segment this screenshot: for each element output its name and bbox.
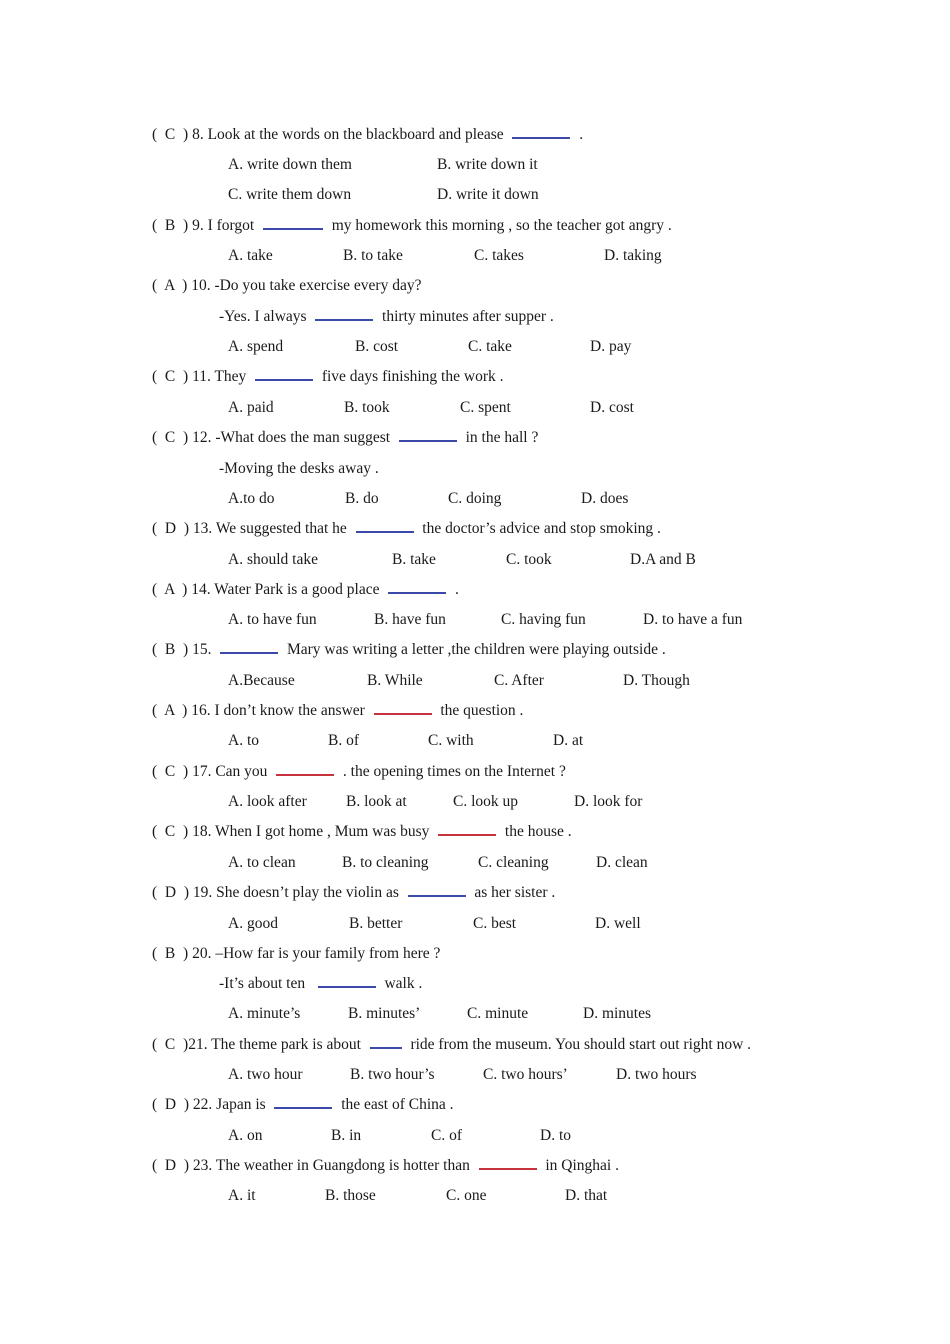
option: B. to cleaning	[342, 854, 429, 871]
answer-letter: D	[164, 884, 177, 901]
question-stem: 20. –How far is your family from here ?	[192, 945, 441, 962]
answer-paren: ( C )	[152, 1036, 189, 1053]
question-stem-end: the question .	[440, 702, 524, 719]
answer-paren: ( A )	[152, 277, 188, 294]
option: B. minutes’	[348, 1005, 421, 1022]
question-stem-end: .	[579, 126, 584, 143]
question-8	[152, 125, 583, 145]
answer-letter: B	[164, 945, 176, 962]
option: D. that	[565, 1187, 608, 1204]
question-stem: 16. I don’t know the answer	[191, 702, 365, 719]
question-stem-end: in Qinghai .	[545, 1157, 619, 1174]
answer-blank	[370, 1047, 402, 1049]
option: D.A and B	[630, 551, 696, 568]
answer-letter: B	[164, 217, 176, 234]
question-stem: 22. Japan is	[192, 1096, 266, 1113]
option: A. to	[228, 732, 259, 749]
option: A. on	[228, 1127, 263, 1144]
answer-letter: A	[164, 702, 175, 719]
question-19	[152, 883, 555, 903]
question-10	[152, 276, 421, 296]
answer-paren: ( D )	[152, 1157, 190, 1174]
sub-stem: -Yes. I always	[219, 308, 307, 325]
question-11	[152, 367, 503, 387]
answer-letter: A	[164, 581, 175, 598]
question-stem-end: in the hall ?	[465, 429, 539, 446]
option: C. one	[446, 1187, 487, 1204]
answer-letter: D	[164, 520, 177, 537]
question-23	[152, 1156, 619, 1176]
question-stem-end: the east of China .	[341, 1096, 454, 1113]
question-stem-end: my homework this morning , so the teacher got angry .	[331, 217, 672, 234]
question-stem: 12. -What does the man suggest	[192, 429, 391, 446]
option: A. write down them	[228, 156, 352, 173]
option: D. well	[595, 915, 641, 932]
option: A. look after	[228, 793, 307, 810]
question-13	[152, 519, 661, 539]
answer-blank	[512, 137, 570, 139]
question-20	[152, 944, 440, 964]
question-12	[152, 428, 538, 448]
answer-blank	[315, 319, 373, 321]
answer-paren: ( D )	[152, 520, 190, 537]
option: A. should take	[228, 551, 318, 568]
question-15	[152, 640, 666, 660]
question-sub-line	[219, 974, 422, 994]
question-stem: 14. Water Park is a good place	[191, 581, 380, 598]
sub-stem-end: thirty minutes after supper .	[382, 308, 554, 325]
option: C. write them down	[228, 186, 352, 203]
answer-paren: ( B )	[152, 217, 189, 234]
option: A.Because	[228, 672, 295, 689]
option: C. cleaning	[478, 854, 549, 871]
option: C. spent	[460, 399, 511, 416]
question-stem: 13. We suggested that he	[192, 520, 347, 537]
sub-stem-end: walk .	[384, 975, 423, 992]
option: A.to do	[228, 490, 275, 507]
question-17	[152, 762, 566, 782]
option: B. of	[328, 732, 359, 749]
option: D. does	[581, 490, 629, 507]
sub-stem: -It’s about ten	[219, 975, 306, 992]
answer-paren: ( C )	[152, 368, 189, 385]
answer-blank	[374, 713, 432, 715]
answer-paren: ( C )	[152, 823, 189, 840]
answer-paren: ( C )	[152, 763, 189, 780]
answer-blank	[255, 379, 313, 381]
option: C. look up	[453, 793, 519, 810]
question-18	[152, 822, 572, 842]
option: B. write down it	[437, 156, 538, 173]
answer-blank	[263, 228, 323, 230]
question-16	[152, 701, 523, 721]
question-21	[152, 1035, 751, 1055]
question-stem: 8. Look at the words on the blackboard and please	[192, 126, 504, 143]
answer-blank	[388, 592, 446, 594]
option: C. two hours’	[483, 1066, 568, 1083]
question-22	[152, 1095, 454, 1115]
question-sub-line	[219, 307, 554, 327]
option: C. take	[468, 338, 512, 355]
option: A. to have fun	[228, 611, 317, 628]
option: A. good	[228, 915, 278, 932]
question-stem: 21. The theme park is about	[188, 1036, 361, 1053]
answer-paren: ( D )	[152, 884, 190, 901]
option: C. with	[428, 732, 474, 749]
option: C. of	[431, 1127, 462, 1144]
option: B. have fun	[374, 611, 446, 628]
answer-paren: ( B )	[152, 641, 189, 658]
answer-blank	[318, 986, 376, 988]
question-sub-line: -Moving the desks away .	[219, 460, 379, 477]
answer-paren: ( C )	[152, 429, 189, 446]
option: D. to have a fun	[643, 611, 743, 628]
option: D. cost	[590, 399, 634, 416]
question-stem: 17. Can you	[192, 763, 268, 780]
option: A. to clean	[228, 854, 296, 871]
option: B. in	[331, 1127, 362, 1144]
option: C. minute	[467, 1005, 529, 1022]
option: B. took	[344, 399, 390, 416]
option: A. it	[228, 1187, 256, 1204]
answer-paren: ( C )	[152, 126, 189, 143]
option: C. having fun	[501, 611, 586, 628]
answer-letter: B	[164, 641, 176, 658]
option: D. look for	[574, 793, 643, 810]
answer-letter: A	[164, 277, 175, 294]
option: D. to	[540, 1127, 571, 1144]
option: B. two hour’s	[350, 1066, 435, 1083]
answer-paren: ( B )	[152, 945, 189, 962]
answer-paren: ( A )	[152, 581, 188, 598]
answer-letter: C	[164, 1036, 176, 1053]
question-stem-end: Mary was writing a letter ,the children were playing outside .	[286, 641, 666, 658]
answer-letter: D	[164, 1096, 177, 1113]
question-stem: 23. The weather in Guangdong is hotter than	[192, 1157, 470, 1174]
option: C. takes	[474, 247, 524, 264]
answer-paren: ( D )	[152, 1096, 190, 1113]
option: A. spend	[228, 338, 284, 355]
option: B. to take	[343, 247, 403, 264]
question-stem: 9. I forgot	[192, 217, 255, 234]
answer-blank	[220, 652, 278, 654]
question-stem-end: five days finishing the work .	[321, 368, 504, 385]
answer-blank	[438, 834, 496, 836]
answer-blank	[276, 774, 334, 776]
option: C. doing	[448, 490, 502, 507]
answer-blank	[274, 1107, 332, 1109]
option: B. those	[325, 1187, 376, 1204]
option: C. best	[473, 915, 517, 932]
question-stem: 18. When I got home , Mum was busy	[192, 823, 430, 840]
option: D. at	[553, 732, 584, 749]
question-stem: 10. -Do you take exercise every day?	[191, 277, 422, 294]
option: A. take	[228, 247, 273, 264]
option: D. two hours	[616, 1066, 697, 1083]
option: D. write it down	[437, 186, 539, 203]
question-stem-end: as her sister .	[474, 884, 556, 901]
answer-letter: C	[164, 763, 176, 780]
answer-letter: C	[164, 429, 176, 446]
answer-letter: C	[164, 823, 176, 840]
option: A. paid	[228, 399, 274, 416]
option: D. minutes	[583, 1005, 652, 1022]
question-stem-end: . the opening times on the Internet ?	[342, 763, 566, 780]
option: B. look at	[346, 793, 407, 810]
option: A. two hour	[228, 1066, 303, 1083]
option: B. take	[392, 551, 436, 568]
option: B. do	[345, 490, 379, 507]
answer-blank	[399, 440, 457, 442]
answer-letter: D	[164, 1157, 177, 1174]
question-stem-end: the house .	[504, 823, 572, 840]
answer-blank	[408, 895, 466, 897]
answer-blank	[356, 531, 414, 533]
option: D. Though	[623, 672, 690, 689]
question-stem-end: ride from the museum. You should start out right now .	[410, 1036, 752, 1053]
question-stem: 19. She doesn’t play the violin as	[192, 884, 399, 901]
option: D. pay	[590, 338, 632, 355]
question-stem: 15.	[192, 641, 212, 658]
answer-letter: C	[164, 126, 176, 143]
option: B. better	[349, 915, 403, 932]
answer-letter: C	[164, 368, 176, 385]
option: D. clean	[596, 854, 648, 871]
answer-paren: ( A )	[152, 702, 188, 719]
option: D. taking	[604, 247, 662, 264]
question-stem: 11. They	[192, 368, 247, 385]
question-stem-end: the doctor’s advice and stop smoking .	[422, 520, 661, 537]
question-14	[152, 580, 459, 600]
option: A. minute’s	[228, 1005, 301, 1022]
question-stem-end: .	[455, 581, 459, 598]
option: C. took	[506, 551, 552, 568]
answer-blank	[479, 1168, 537, 1170]
question-9	[152, 216, 672, 236]
option: C. After	[494, 672, 544, 689]
option: B. cost	[355, 338, 399, 355]
option: B. While	[367, 672, 423, 689]
